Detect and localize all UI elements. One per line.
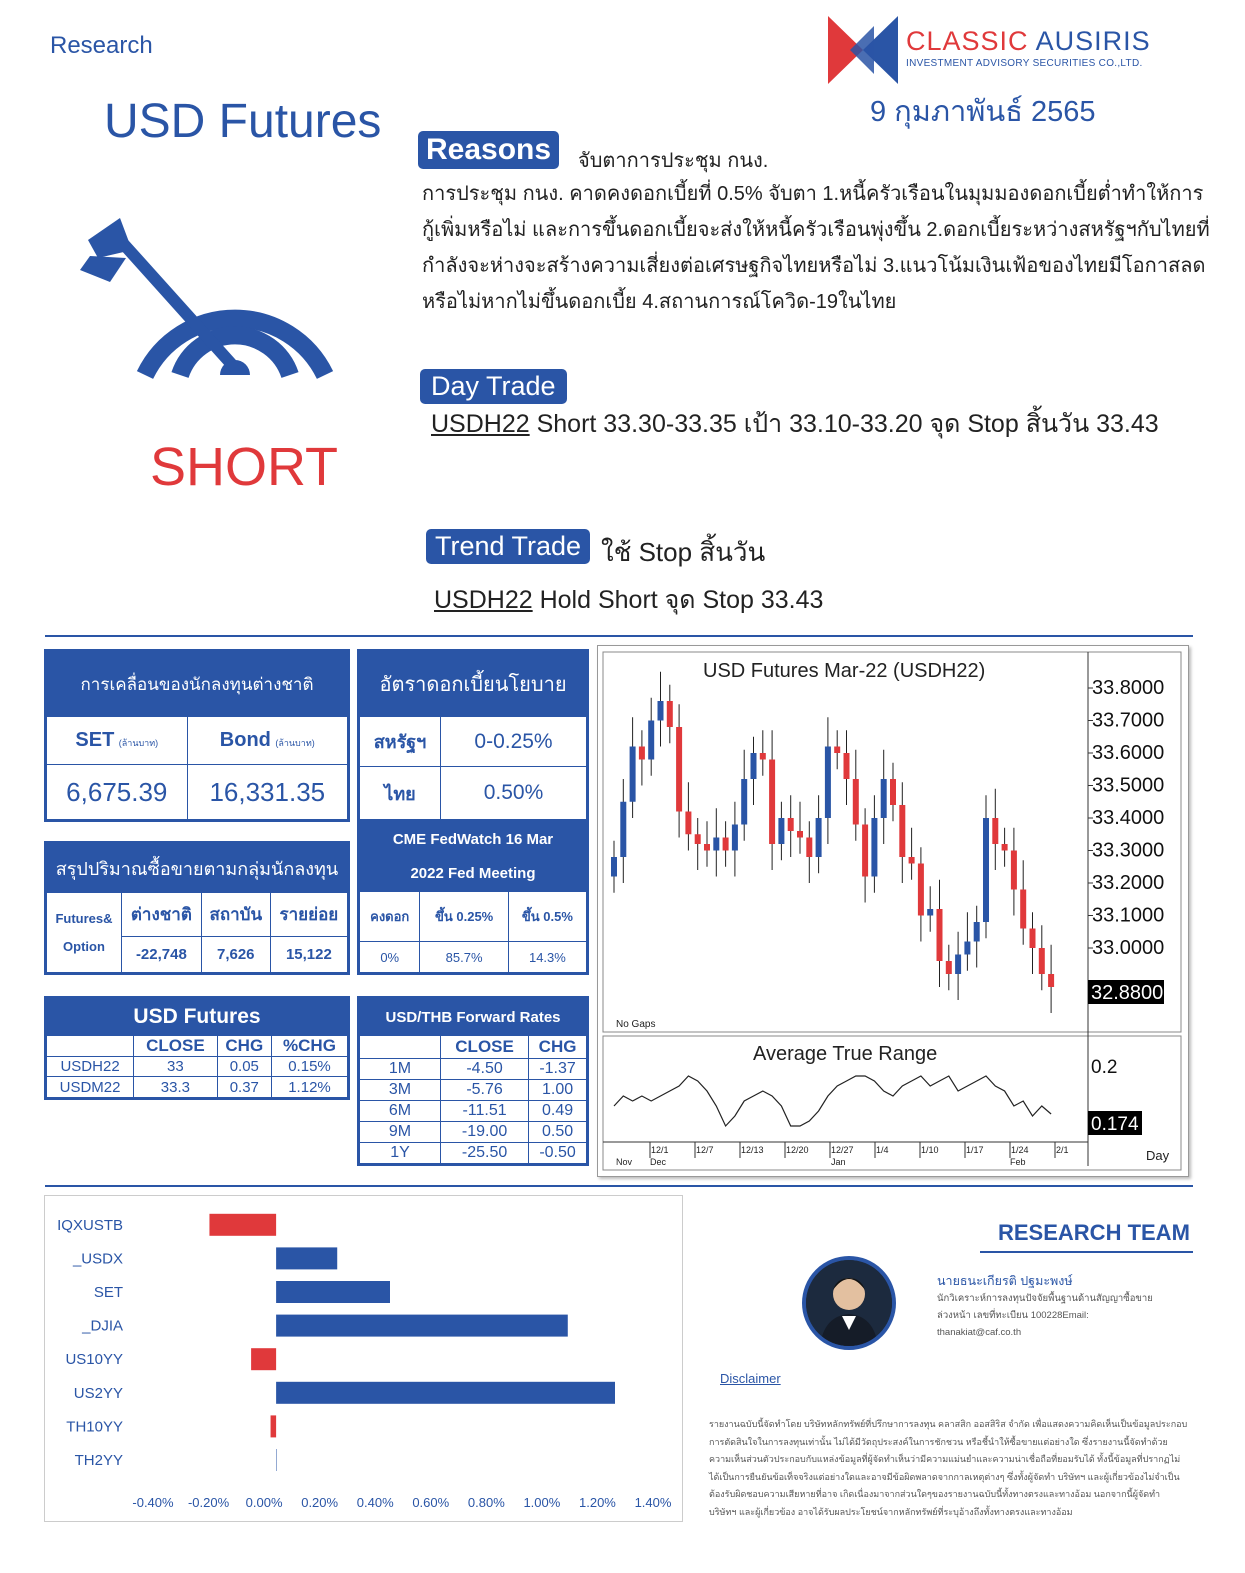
table-cell: -1.37 — [529, 1059, 588, 1080]
candle-body — [667, 701, 673, 727]
section-label: Research — [50, 32, 153, 59]
disclaimer-body: รายงานฉบับนี้จัดทำโดย บริษัทหลักทรัพย์ที่ปรึกษาการลงทุน คลาสสิก ออสสิริส จำกัด เพื่อแสดงความคิดเห็นเป็นข้อมูลประกอบการตัดสินใจในการลงทุนเท่านั้น ไม่ได้มีวัตถุประสงค์ในการชักชวน หรือชี้นำให้ซื้อขายแต่อย่างใด ซึ่งรายงานนี้จัดทำด้วยความเห็นส่วนตัวประกอบกับแหล่งข้อมูลที่ผู้จัดทำเห็นว่ามีความแม่นยำและความน่าเชื่อถือที่ยอมรับได้ ทั้งนี้ข้อมูลที่ปรากฏไม่ได้เป็นการยืนยันข้อเท็จจริงแต่อย่างใดและอาจมีข้อผิดพลาดจากกาลเหตุต่างๆ ซึ่งทั้งผู้จัดทำ บริษัทฯ และผู้เกี่ยวข้องไม่จำเป็นต้องรับผิดชอบความเสียหายที่อาจ เกิดเนื่องมาจากส่วนใดๆของรายงานฉบับนี้ทั้งทางตรงและทางอ้อม นอกจากนี้ผู้จัดทำ บริษัทฯ และผู้เกี่ยวข้อง อาจได้รับผลประโยชน์จากหลักทรัพย์ที่ระบุอ้างถึงทั้งทางตรงและทางอ้อม — [709, 1419, 1188, 1517]
forward-rates-table — [357, 996, 589, 1166]
forward-header: CLOSE — [441, 1036, 529, 1059]
table-row — [359, 1080, 588, 1101]
candle-body — [676, 727, 682, 812]
y-tick-label: 33.0000 — [1092, 937, 1165, 959]
candle-body — [704, 844, 710, 851]
investor-summary-title: สรุปปริมาณซื้อขายตามกลุ่มนักลงทุน — [46, 843, 349, 893]
table-row — [359, 1101, 588, 1122]
trend-trade-tag: Trend Trade — [426, 529, 590, 564]
investor-value: 15,122 — [270, 937, 348, 974]
candle-body — [909, 857, 915, 864]
bar-x-tick-label: -0.20% — [187, 1495, 230, 1510]
no-gaps-label: No Gaps — [616, 1019, 656, 1030]
candle-body — [1048, 974, 1054, 987]
bar-category-label: _USDX — [72, 1250, 123, 1268]
table-row — [46, 1057, 349, 1077]
candle-body — [713, 838, 719, 851]
y-tick-label: 33.8000 — [1092, 677, 1165, 699]
bar-x-tick-label: 1.20% — [579, 1495, 616, 1510]
fedwatch-table — [357, 820, 589, 975]
candle-body — [797, 831, 803, 838]
atr-last-label: 0.174 — [1091, 1114, 1139, 1135]
investor-header: ต่างชาติ — [122, 893, 202, 937]
candle-body — [834, 747, 840, 754]
table-cell: 9M — [359, 1121, 441, 1142]
reasons-tag: Reasons — [418, 131, 559, 169]
bar-x-tick-label: 0.20% — [301, 1495, 339, 1510]
table-row — [359, 1121, 588, 1142]
foreign-set-header: SET (ล้านบาท) — [46, 717, 188, 765]
report-date: 9 กุมภาพันธ์ 2565 — [870, 96, 1096, 128]
reasons-body: การประชุม กนง. คาดคงดอกเบี้ยที่ 0.5% จับตา 1.หนี้ครัวเรือนในมุมมองดอกเบี้ยต่ำทำให้การกู้เพิ่มหรือไม่ และการขึ้นดอกเบี้ยจะส่งให้หนี้ครัวเรือนพุ่งขึ้น 2.ดอกเบี้ยระหว่างสหรัฐฯกับไทยที่กำลังจะห่างจะสร้างความเสี่ยงต่อเศรษฐกิจไทยหรือไม่ 3.แนวโน้มเงินเฟ้อของไทยมีโอกาสลดหรือไม่หากไม่ขึ้นดอกเบี้ย 4.สถานการณ์โควิด-19ในไทย — [422, 183, 1210, 313]
candle-body — [862, 825, 868, 877]
bar-x-tick-label: 1.00% — [523, 1495, 561, 1510]
candle-body — [741, 779, 747, 825]
forward-header: CHG — [529, 1036, 588, 1059]
candle-body — [788, 818, 794, 831]
x-tick-label: 12/13 — [741, 1145, 764, 1155]
bar-x-tick-label: 0.00% — [245, 1495, 283, 1510]
candle-body — [937, 909, 943, 961]
day-trade-text: Short 33.30-33.35 เป้า 33.10-33.20 จุด Stop สิ้นวัน 33.43 — [529, 410, 1159, 438]
fedwatch-value: 14.3% — [508, 942, 587, 974]
y-tick-label: 33.1000 — [1092, 904, 1165, 927]
candle-body — [974, 922, 980, 942]
company-subtitle: INVESTMENT ADVISORY SECURITIES CO.,LTD. — [906, 58, 1143, 69]
atr-title: Average True Range — [753, 1043, 938, 1065]
candle-body — [918, 864, 924, 916]
x-month-label: Feb — [1010, 1157, 1026, 1167]
x-tick-label: 12/7 — [696, 1145, 714, 1155]
x-tick-label: 1/24 — [1011, 1145, 1029, 1155]
candle-body — [881, 779, 887, 818]
forward-rates-title: USD/THB Forward Rates — [359, 998, 588, 1036]
table-cell: 0.50 — [529, 1121, 588, 1142]
candle-body — [778, 818, 784, 844]
candlestick-chart — [598, 646, 1188, 1176]
table-cell: USDM22 — [46, 1077, 134, 1099]
foreign-bond-header: Bond (ล้านบาท) — [187, 717, 348, 765]
bar — [276, 1281, 390, 1303]
y-tick-label: 33.4000 — [1092, 807, 1165, 829]
candle-body — [825, 747, 831, 819]
table-cell: -25.50 — [441, 1142, 529, 1164]
candle-body — [620, 802, 626, 857]
x-tick-label: 1/4 — [876, 1145, 889, 1155]
target-icon — [80, 210, 340, 380]
trend-trade-text: Hold Short จุด Stop 33.43 — [532, 586, 824, 614]
analyst-name: นายธนะเกียรติ ปฐมะพงษ์ — [937, 1274, 1073, 1288]
candle-body — [890, 779, 896, 805]
candle-body — [1030, 929, 1036, 949]
policy-us-label: สหรัฐฯ — [359, 717, 441, 767]
fedwatch-value: 85.7% — [420, 942, 508, 974]
foreign-bond-value: 16,331.35 — [187, 765, 348, 821]
policy-th-value: 0.50% — [441, 767, 588, 821]
table-cell: -19.00 — [441, 1121, 529, 1142]
candle-body — [927, 909, 933, 916]
trend-trade-headline: ใช้ Stop สิ้นวัน — [601, 537, 766, 567]
table-row — [359, 1059, 588, 1080]
analyst-email: thanakiat@caf.co.th — [937, 1327, 1022, 1338]
company-name: CLASSIC AUSIRIS — [906, 26, 1151, 56]
table-row — [46, 1077, 349, 1099]
candle-body — [844, 753, 850, 779]
candle-body — [769, 760, 775, 845]
usd-futures-header — [46, 1036, 134, 1057]
candle-body — [732, 825, 738, 851]
analyst-desc: ล่วงหน้า เลขที่ทะเบียน 100228Email: — [937, 1310, 1089, 1321]
table-cell: 1M — [359, 1059, 441, 1080]
table-cell: USDH22 — [46, 1057, 134, 1077]
day-trade-symbol: USDH22 — [431, 410, 530, 438]
table-cell: 0.05 — [217, 1057, 271, 1077]
candle-body — [992, 818, 998, 844]
candle-body — [695, 834, 701, 844]
candle-body — [760, 753, 766, 760]
fedwatch-title: CME FedWatch 16 Mar 2022 Fed Meeting — [359, 822, 588, 892]
day-label: Day — [1146, 1148, 1170, 1163]
table-cell: 3M — [359, 1080, 441, 1101]
table-cell: -0.50 — [529, 1142, 588, 1164]
bar-x-tick-label: 0.60% — [412, 1495, 450, 1510]
table-cell: 1.12% — [271, 1077, 348, 1099]
trend-trade-symbol: USDH22 — [434, 586, 533, 614]
day-trade-tag: Day Trade — [420, 369, 567, 404]
bar-category-label: SET — [93, 1284, 123, 1301]
candle-body — [871, 818, 877, 877]
fedwatch-value: 0% — [359, 942, 420, 974]
table-cell: 33.3 — [134, 1077, 218, 1099]
x-tick-label: 12/1 — [651, 1145, 669, 1155]
bar — [276, 1382, 615, 1404]
y-tick-label: 33.7000 — [1092, 709, 1165, 732]
bar-category-label: IQXUSTB — [57, 1216, 123, 1234]
x-tick-label: 12/20 — [786, 1145, 809, 1155]
candle-body — [964, 942, 970, 955]
candle-body — [1011, 851, 1017, 890]
fedwatch-header: คงดอก — [359, 892, 420, 942]
reasons-headline: จับตาการประชุม กนง. — [578, 150, 769, 172]
investor-header: รายย่อย — [270, 893, 348, 937]
candle-body — [806, 838, 812, 858]
bar-x-tick-label: 1.40% — [634, 1495, 672, 1510]
policy-us-value: 0-0.25% — [441, 717, 588, 767]
policy-rate-title: อัตราดอกเบี้ยนโยบาย — [359, 651, 588, 717]
usd-futures-header: CLOSE — [134, 1036, 218, 1057]
team-underline — [980, 1251, 1193, 1253]
x-tick-label: 1/17 — [966, 1145, 984, 1155]
x-month-label: Jan — [831, 1157, 846, 1167]
candle-body — [639, 747, 645, 760]
table-cell: 0.15% — [271, 1057, 348, 1077]
bar-chart-svg — [45, 1196, 682, 1521]
table-cell: 1Y — [359, 1142, 441, 1164]
candle-body — [630, 747, 636, 802]
analyst-avatar — [802, 1256, 896, 1350]
bar-category-label: TH10YY — [66, 1418, 123, 1436]
usd-futures-header: CHG — [217, 1036, 271, 1057]
y-tick-label: 33.3000 — [1092, 839, 1165, 862]
table-row — [359, 1142, 588, 1164]
candle-body — [1020, 890, 1026, 929]
x-tick-label: 12/27 — [831, 1145, 854, 1155]
investor-value: 7,626 — [201, 937, 270, 974]
table-cell: -5.76 — [441, 1080, 529, 1101]
table-cell: -4.50 — [441, 1059, 529, 1080]
investor-header: สถาบัน — [201, 893, 270, 937]
bar-x-tick-label: -0.40% — [132, 1495, 174, 1510]
bar-category-label: US2YY — [73, 1384, 123, 1402]
candle-body — [816, 818, 822, 857]
analyst-info — [937, 1273, 1187, 1341]
investor-value: -22,748 — [122, 937, 202, 974]
investor-summary-table — [44, 841, 350, 975]
candle-body — [751, 753, 757, 779]
divider — [45, 635, 1193, 637]
x-month-label: Dec — [650, 1157, 667, 1167]
performance-bar-chart — [44, 1195, 683, 1522]
forward-header — [359, 1036, 441, 1059]
policy-rate-table — [357, 649, 589, 822]
candle-body — [955, 955, 961, 975]
x-month-label: Nov — [616, 1157, 633, 1167]
foreign-flow-title: การเคลื่อนของนักลงทุนต่างชาติ — [46, 651, 349, 717]
x-tick-label: 1/10 — [921, 1145, 939, 1155]
candle-body — [983, 818, 989, 922]
table-cell: 0.49 — [529, 1101, 588, 1122]
fedwatch-header: ขึ้น 0.5% — [508, 892, 587, 942]
candle-body — [648, 721, 654, 760]
investor-row-label: Futures& Option — [46, 893, 122, 974]
foreign-flow-table — [44, 649, 350, 822]
bar-category-label: TH2YY — [74, 1452, 123, 1469]
table-cell: -11.51 — [441, 1101, 529, 1122]
bar-x-tick-label: 0.40% — [356, 1495, 394, 1510]
bar — [276, 1449, 277, 1471]
candle-body — [1002, 844, 1008, 851]
candle-body — [658, 701, 664, 721]
bar — [209, 1214, 276, 1236]
price-chart-title: USD Futures Mar-22 (USDH22) — [703, 660, 986, 682]
candle-body — [946, 961, 952, 974]
candle-body — [1039, 948, 1045, 974]
y-tick-label: 33.6000 — [1092, 742, 1165, 764]
table-cell: 6M — [359, 1101, 441, 1122]
usd-futures-table — [44, 996, 350, 1100]
candle-body — [899, 805, 905, 857]
page-title: USD Futures — [104, 95, 382, 148]
foreign-set-value: 6,675.39 — [46, 765, 188, 821]
table-cell: 33 — [134, 1057, 218, 1077]
candle-body — [685, 812, 691, 835]
bar — [251, 1348, 276, 1370]
usd-futures-title: USD Futures — [46, 998, 349, 1036]
bar-x-tick-label: 0.80% — [467, 1495, 505, 1510]
candle-body — [723, 838, 729, 851]
research-team-title: RESEARCH TEAM — [998, 1220, 1190, 1245]
x-tick-label: 2/1 — [1056, 1145, 1069, 1155]
trade-signal: SHORT — [150, 437, 339, 497]
atr-tick: 0.2 — [1091, 1057, 1118, 1078]
company-logo — [828, 16, 898, 84]
last-price-label: 32.8800 — [1091, 982, 1164, 1004]
bar-category-label: _DJIA — [82, 1317, 123, 1335]
bar — [276, 1247, 337, 1269]
bar — [271, 1415, 277, 1437]
y-tick-label: 33.2000 — [1092, 872, 1165, 894]
bar-category-label: US10YY — [65, 1351, 123, 1369]
bar — [276, 1315, 568, 1337]
usd-futures-header: %CHG — [271, 1036, 348, 1057]
fedwatch-header: ขึ้น 0.25% — [420, 892, 508, 942]
price-chart-panel — [597, 645, 1189, 1177]
disclaimer-title: Disclaimer — [720, 1371, 781, 1386]
candle-body — [853, 779, 859, 825]
candle-body — [611, 857, 617, 877]
analyst-desc: นักวิเคราะห์การลงทุนปัจจัยพื้นฐานด้านสัญญาซื้อขาย — [937, 1293, 1153, 1304]
divider — [45, 1185, 1193, 1187]
analyst-photo — [806, 1260, 892, 1346]
trend-trade-body — [434, 580, 823, 620]
y-tick-label: 33.5000 — [1092, 774, 1165, 797]
day-trade-body — [431, 406, 1191, 442]
policy-th-label: ไทย — [359, 767, 441, 821]
table-cell: 0.37 — [217, 1077, 271, 1099]
atr-line — [614, 1076, 1051, 1126]
table-cell: 1.00 — [529, 1080, 588, 1101]
